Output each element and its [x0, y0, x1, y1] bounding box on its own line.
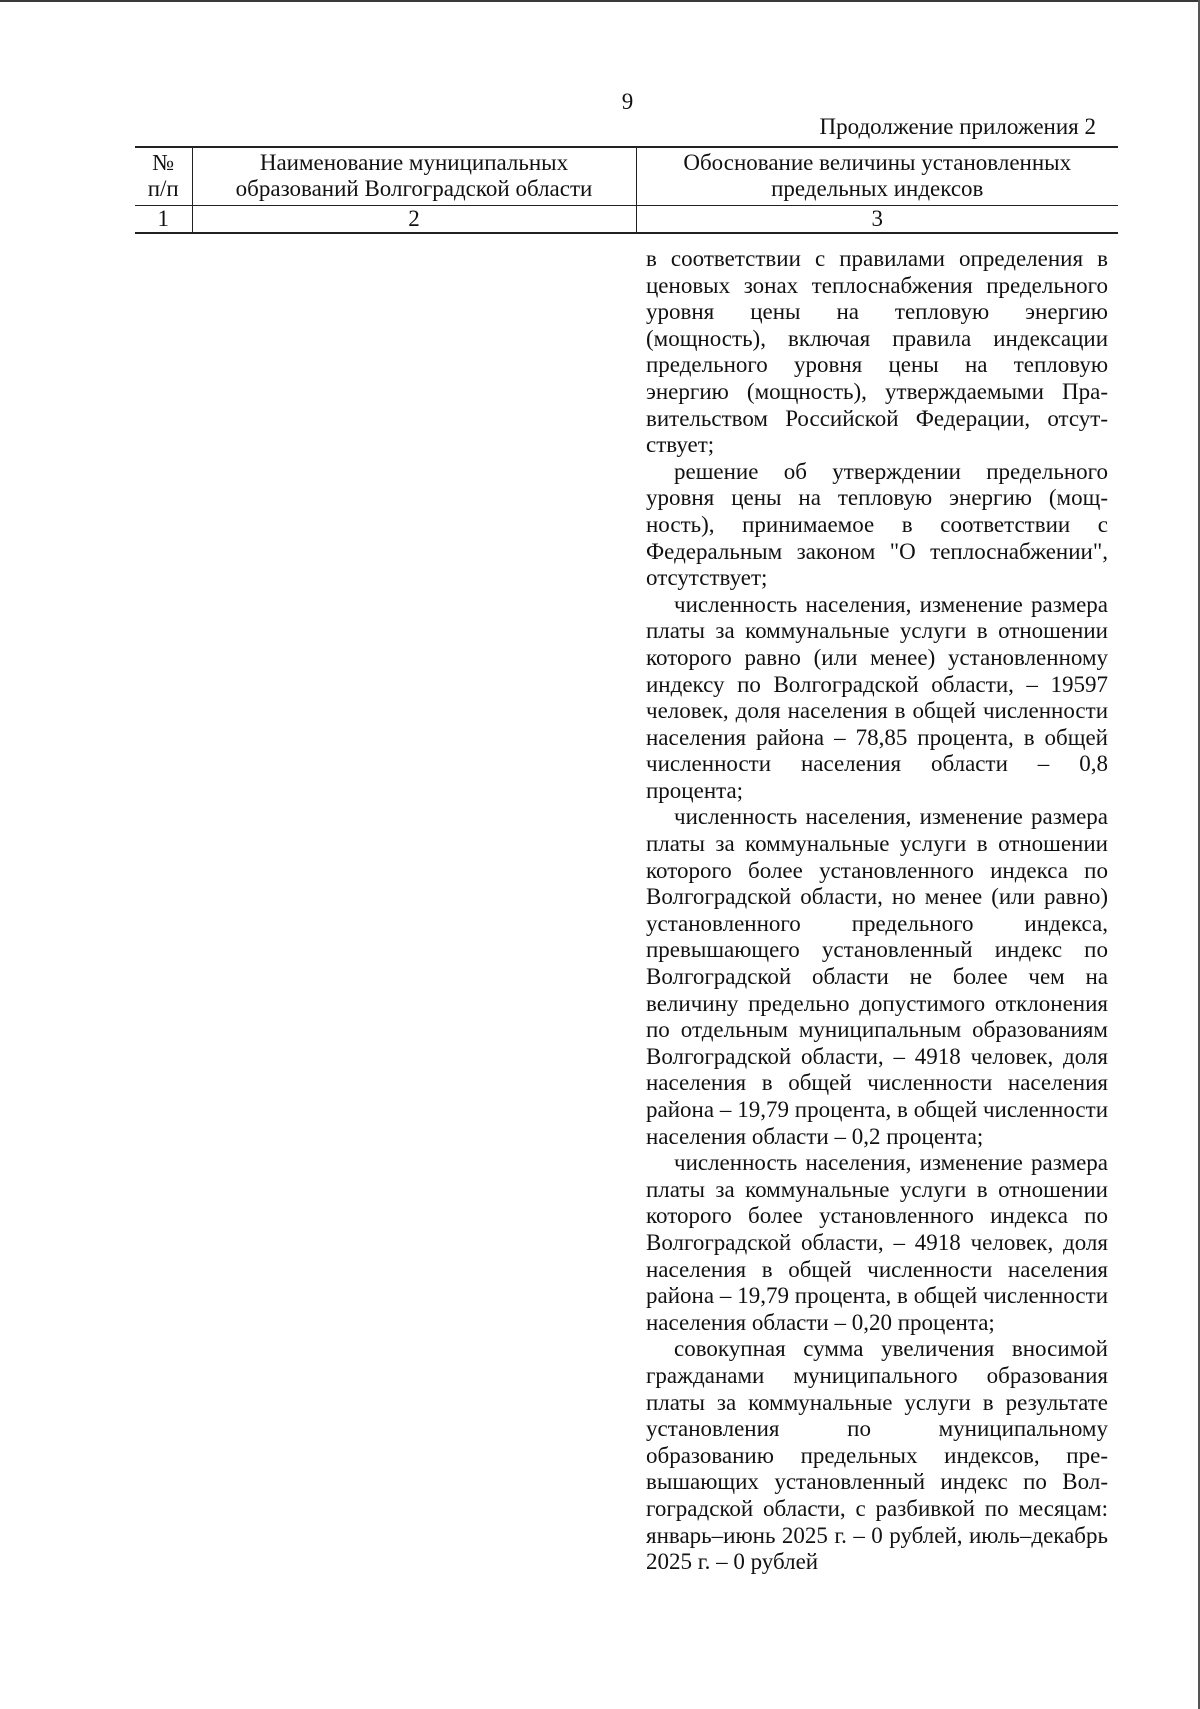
paragraph-population-within-deviation: численность населения, изменение размера платы за коммунальные услуги в отношении которого более установленного индекса по Волгоградской области, но менее (или равно) установленного предельного индекса, превышающего установленный индекс по Волгоградской области не более чем на величину предельно допустимого отклонения по отдельным муниципальным образованиям Волгоградской области, – 4918 человек, доля населения в общей численности населения района – 19,79 процента, в общей численности населения области – 0,2 процента; [646, 804, 1108, 1149]
paragraph-price-level-decision: решение об утверждении предельного уровня цены на тепловую энергию (мощность), принимаемое в соответствии с Федеральным законом "О теплоснабжении", отсутствует; [646, 458, 1108, 591]
paragraph-price-zone-rules: в соответствии с правилами определения в ценовых зонах теплоснабжения предельного уровня цены на тепловую энергию (мощность), включая правила индексации предельного уровня цены на тепловую энергию (мощность), утверждаемыми Правительством Российской Федерации, отсутствует; [646, 246, 1108, 458]
continuation-label: Продолжение приложения 2 [819, 114, 1096, 139]
header-cell-number: № п/п [135, 147, 192, 206]
header-cell-municipality: Наименование муниципальных образований Волгоградской области [192, 147, 636, 206]
paragraph-population-above-index: численность населения, изменение размера платы за коммунальные услуги в отношении которого более установленного индекса по Волгоградской области, – 4918 человек, доля населения в общей численности населения района – 19,79 процента, в общей численности населения области – 0,20 процента; [646, 1150, 1108, 1335]
column-number-2: 2 [192, 206, 636, 234]
header-table [135, 146, 1118, 234]
justification-text [646, 246, 1108, 1576]
paragraph-population-equal-or-less: численность населения, изменение размера платы за коммунальные услуги в отношении которого равно (или менее) установленному индексу по Волгоградской области, – 19597 человек, доля населения в общей численности населения района – 78,85 процента, в общей численности населения области – 0,8 процента; [646, 591, 1108, 803]
scan-edge-top [0, 0, 1200, 2]
column-number-1: 1 [135, 206, 192, 234]
paragraph-total-increase-amount: совокупная сумма увеличения вносимой гражданами муниципального образования платы за коммунальные услуги в результате установления по муниципальному образованию предельных индексов, превышающих установленный индекс по Волгоградской области, с разбивкой по месяцам: январь–июнь 2025 г. – 0 рублей, июль–декабрь 2025 г. – 0 рублей [646, 1336, 1108, 1575]
column-number-row [135, 206, 1118, 234]
page-number: 9 [621, 89, 634, 114]
header-cell-justification: Обоснование величины установленных предельных индексов [636, 147, 1118, 206]
column-number-3: 3 [636, 206, 1118, 234]
header-row [135, 147, 1118, 206]
